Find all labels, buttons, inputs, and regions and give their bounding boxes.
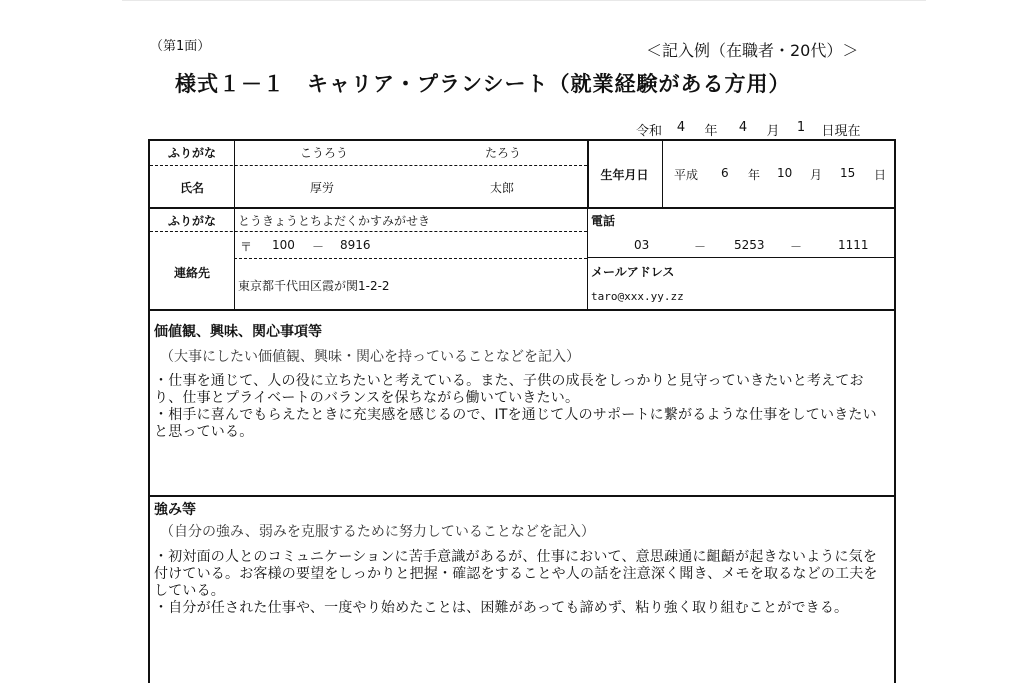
contact-section-divider: [150, 309, 894, 311]
name-label: 氏名: [179, 181, 204, 195]
date-era: 令和: [635, 124, 662, 139]
postal-code-dash: －: [312, 240, 325, 254]
page-number-label: （第1面）: [150, 39, 211, 54]
values-entry: ・相手に喜んでもらえたときに充実感を感じるので、ITを通じて人のサポートに繋がるような仕事をしていきたいと思っている。: [154, 407, 877, 440]
date-month-unit: 月: [766, 124, 780, 139]
postal-address-divider: [234, 258, 587, 259]
phone-area-code: 03: [634, 238, 650, 252]
personal-contact-divider: [150, 207, 894, 209]
contact-label: 連絡先: [173, 266, 210, 280]
address-text: 東京都千代田区霞が関1-2-2: [238, 279, 390, 293]
values-entry: ・仕事を通じて、人の役に立ちたいと考えている。また、子供の成長をしっかりと見守っていきたいと考えており、仕事とプライベートのバランスを保ちながら働いていきたい。: [154, 373, 864, 406]
birth-year: 6: [721, 166, 729, 180]
address-phone-divider: [587, 207, 588, 309]
birth-date-label: 生年月日: [600, 168, 649, 182]
date-year-unit: 年: [704, 124, 718, 139]
strengths-section-body: [154, 549, 888, 617]
email-label: メールアドレス: [591, 265, 675, 279]
email-address: taro@xxx.yy.zz: [591, 290, 684, 303]
as-of-date: [632, 120, 866, 139]
birth-year-unit: 年: [748, 168, 761, 182]
document-title: 様式１－１ キャリア・プランシート（就業経験がある方用）: [175, 72, 791, 96]
birth-month-unit: 月: [810, 168, 823, 182]
postal-code-second: 8916: [340, 238, 371, 252]
phone-exchange: 5253: [734, 238, 765, 252]
address-furigana-label: ふりがな: [167, 214, 216, 228]
values-section-body: [154, 373, 888, 441]
career-plan-form: [148, 139, 896, 683]
name-first: 太郎: [490, 181, 515, 195]
example-label: ＜記入例（在職者・20代）＞: [646, 41, 859, 60]
birth-month: 10: [777, 166, 793, 180]
name-furigana-first: たろう: [485, 146, 522, 160]
phone-dash-2: －: [790, 240, 803, 254]
strengths-section: [150, 497, 894, 685]
page-edge: [122, 0, 926, 15]
postal-mark: 〒: [240, 240, 253, 254]
phone-dash-1: －: [694, 240, 707, 254]
phone-number: 1111: [838, 238, 869, 252]
address-furigana: とうきょうとちよだくかすみがせき: [238, 214, 431, 228]
strengths-entry: ・初対面の人とのコミュニケーションに苦手意識があるが、仕事において、意思疎通に齟齬が起きないように気を付けている。お客様の要望をしっかりと把握・確認をすることや人の話を注意深く聞き、メモを取るなどの工夫をしている。: [154, 549, 878, 599]
birth-day-unit: 日: [874, 168, 887, 182]
name-furigana-divider: [150, 165, 587, 166]
strengths-entry: ・自分が任された仕事や、一度やり始めたことは、困難があっても諦めず、粘り強く取り組むことができる。: [154, 600, 849, 616]
strengths-section-note: （自分の強み、弱みを克服するために努力していることなどを記入）: [160, 524, 595, 540]
name-furigana-last: こうろう: [300, 146, 349, 160]
date-month: 4: [738, 120, 748, 135]
values-section-note: （大事にしたい価値観、興味・関心を持っていることなどを記入）: [160, 349, 580, 365]
name-last: 厚労: [310, 181, 335, 195]
phone-label: 電話: [591, 214, 616, 228]
date-day-unit: 日現在: [821, 124, 861, 139]
values-section: [150, 313, 894, 493]
date-year: 4: [676, 120, 686, 135]
name-furigana-label: ふりがな: [167, 146, 216, 160]
values-section-title: 価値観、興味、関心事項等: [154, 324, 322, 340]
postal-code-first: 100: [272, 238, 295, 252]
date-day: 1: [796, 120, 806, 135]
birth-era: 平成: [674, 168, 699, 182]
birth-day: 15: [840, 166, 856, 180]
label-column-divider: [234, 141, 235, 309]
strengths-section-title: 強み等: [154, 502, 196, 518]
address-furigana-divider: [150, 231, 587, 232]
phone-email-divider: [587, 257, 894, 258]
birth-label-divider: [662, 141, 663, 207]
